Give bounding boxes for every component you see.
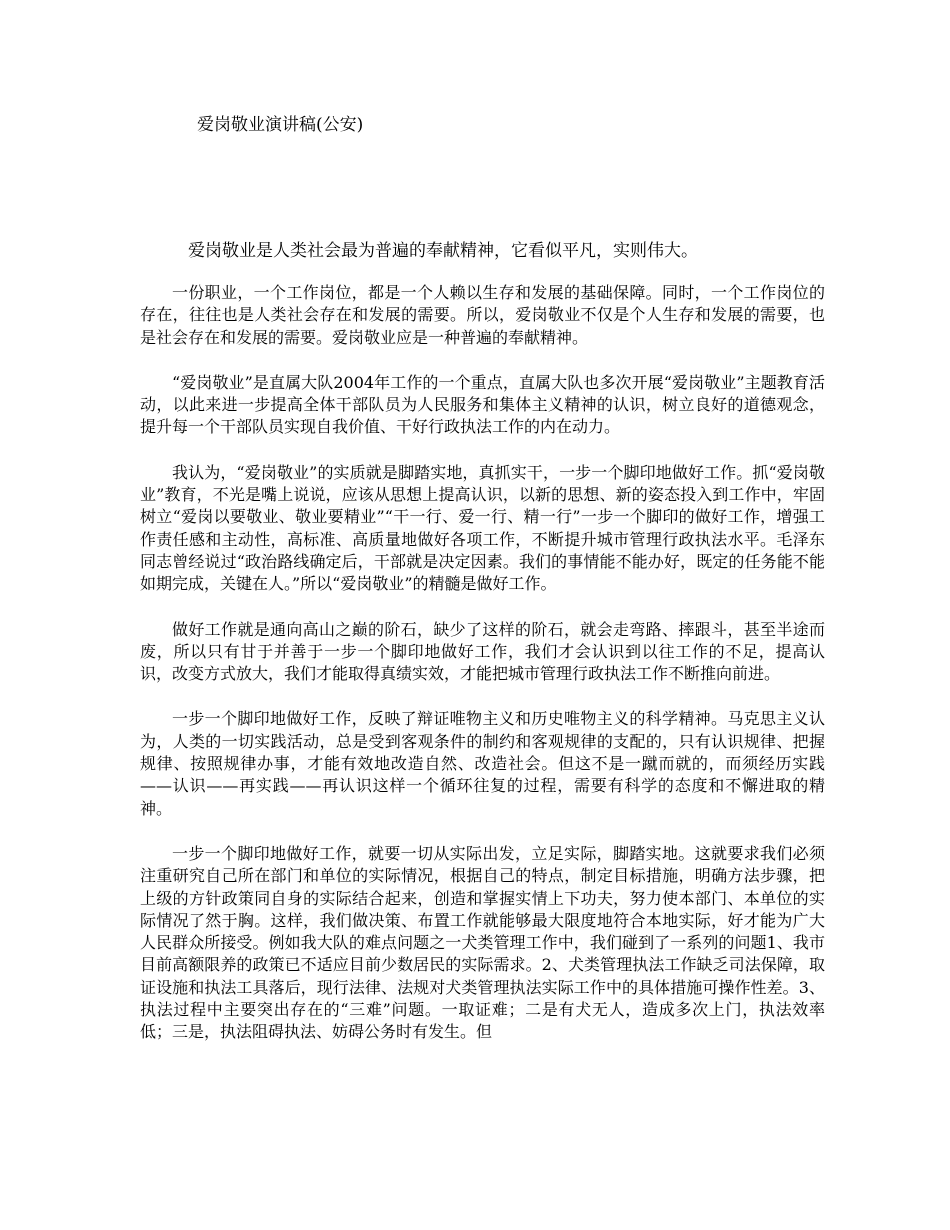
lead-sentence: 爱岗敬业是人类社会最为普遍的奉献精神，它看似平凡，实则伟大。 (188, 241, 698, 261)
document-title: 爱岗敬业演讲稿(公安) (197, 115, 364, 135)
paragraph-2: “爱岗敬业”是直属大队2004年工作的一个重点，直属大队也多次开展“爱岗敬业”主题教育活动，以此来进一步提高全体干部队员为人民服务和集体主义精神的认识，树立良好的道德观念，提升每一个干部队员实现自我价值、干好行政执法工作的内在动力。 (140, 372, 825, 437)
document-body (140, 282, 825, 1044)
paragraph-1: 一份职业，一个工作岗位，都是一个人赖以生存和发展的基础保障。同时，一个工作岗位的存在，往往也是人类社会存在和发展的需要。所以，爱岗敬业不仅是个人生存和发展的需要，也是社会存在和发展的需要。爱岗敬业应是一种普遍的奉献精神。 (140, 283, 825, 347)
paragraph-6: 一步一个脚印地做好工作，就要一切从实际出发，立足实际，脚踏实地。这就要求我们必须注重研究自己所在部门和单位的实际情况，根据自己的特点，制定目标措施，明确方法步骤，把上级的方针政策同自身的实际结合起来，创造和掌握实情上下功夫，努力使本部门、本单位的实际情况了然于胸。这样，我们做决策、布置工作就能够最大限度地符合本地实际，好才能为广大人民群众所接受。例如我大队的难点问题之一犬类管理工作中，我们碰到了一系列的问题1、我市目前高额限养的政策已不适应目前少数居民的实际需求。2、犬类管理执法工作缺乏司法保障，取证设施和执法工具落后，现行法律、法规对犬类管理执法实际工作中的具体措施可操作性差。3、执法过程中主要突出存在的“三难”问题。一取证难；二是有犬无人，造成多次上门，执法效率低；三是，执法阻碍执法、妨碍公务时有发生。但 (140, 843, 825, 1042)
paragraph-5: 一步一个脚印地做好工作，反映了辩证唯物主义和历史唯物主义的科学精神。马克思主义认为，人类的一切实践活动，总是受到客观条件的制约和客观规律的支配的，只有认识规律、把握规律、按照规律办事，才能有效地改造自然、改造社会。但这不是一蹴而就的，而须经历实践——认识——再实践——再认识这样一个循环往复的过程，需要有科学的态度和不懈进取的精神。 (140, 709, 825, 818)
paragraph-3: 我认为，“爱岗敬业”的实质就是脚踏实地，真抓实干，一步一个脚印地做好工作。抓“爱岗敬业”教育，不光是嘴上说说，应该从思想上提高认识，以新的思想、新的姿态投入到工作中，牢固树立“爱岗以要敬业、敬业要精业”“干一行、爱一行、精一行”一步一个脚印的做好工作，增强工作责任感和主动性，高标准、高质量地做好各项工作，不断提升城市管理行政执法水平。毛泽东同志曾经说过“政治路线确定后，干部就是决定因素。我们的事情能不能办好，既定的任务能不能如期完成，关键在人。”所以“爱岗敬业”的精髓是做好工作。 (140, 462, 825, 594)
paragraph-4: 做好工作就是通向高山之巅的阶石，缺少了这样的阶石，就会走弯路、摔跟斗，甚至半途而废，所以只有甘于并善于一步一个脚印地做好工作，我们才会认识到以往工作的不足，提高认识，改变方式放大，我们才能取得真绩实效，才能把城市管理行政执法工作不断推向前进。 (140, 619, 825, 684)
